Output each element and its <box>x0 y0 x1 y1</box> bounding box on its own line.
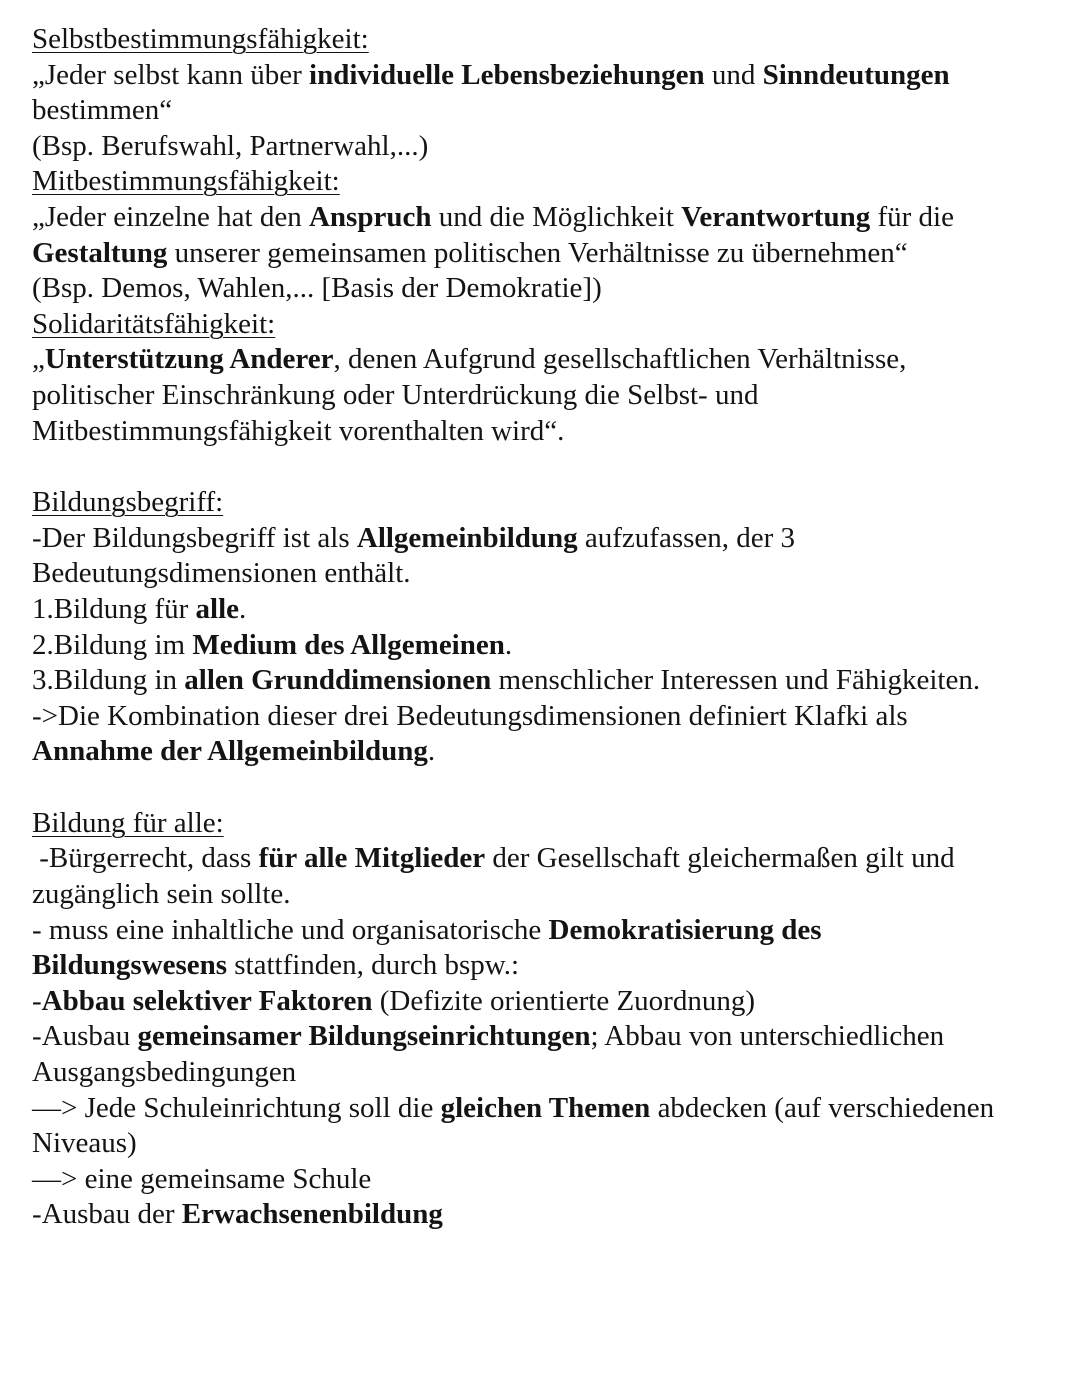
text-line: „Jeder einzelne hat den Anspruch und die Möglichkeit Verantwortung für die <box>32 200 954 233</box>
section-bildung-fuer-alle <box>32 806 1060 1233</box>
text-line: -Bürgerrecht, dass für alle Mitglieder der Gesellschaft gleichermaßen gilt und <box>32 842 955 875</box>
text-line: ->Die Kombination dieser drei Bedeutungsdimensionen definiert Klafki als <box>32 699 908 732</box>
section-mitbestimmung <box>32 164 1060 306</box>
text-line: „Jeder selbst kann über individuelle Lebensbeziehungen und Sinndeutungen <box>32 58 950 91</box>
text-line: „Unterstützung Anderer, denen Aufgrund gesellschaftlichen Verhältnisse, <box>32 343 907 376</box>
section-solidaritaet <box>32 307 1060 449</box>
text-line: zugänglich sein sollte. <box>32 878 291 911</box>
text-line: politischer Einschränkung oder Unterdrückung die Selbst- und <box>32 378 759 411</box>
section-heading: Mitbestimmungsfähigkeit: <box>32 165 340 198</box>
text-line: -Abbau selektiver Faktoren (Defizite orientierte Zuordnung) <box>32 984 755 1017</box>
text-line: Ausgangsbedingungen <box>32 1056 297 1089</box>
text-line: Bildungswesens stattfinden, durch bspw.: <box>32 949 520 982</box>
section-heading: Selbstbestimmungsfähigkeit: <box>32 23 369 55</box>
text-line: bestimmen“ <box>32 94 173 127</box>
section-heading: Bildungsbegriff: <box>32 486 224 519</box>
section-heading: Bildung für alle: <box>32 806 224 839</box>
text-line: Mitbestimmungsfähigkeit vorenthalten wird“. <box>32 414 565 447</box>
text-line: -Ausbau der Erwachsenenbildung <box>32 1198 443 1231</box>
text-line: -Ausbau gemeinsamer Bildungseinrichtungen; Abbau von unterschiedlichen <box>32 1020 945 1053</box>
text-line: -Der Bildungsbegriff ist als Allgemeinbildung aufzufassen, der 3 <box>32 521 796 554</box>
text-line: (Bsp. Berufswahl, Partnerwahl,...) <box>32 129 429 162</box>
text-line: (Bsp. Demos, Wahlen,... [Basis der Demokratie]) <box>32 272 602 305</box>
text-line: - muss eine inhaltliche und organisatorische Demokratisierung des <box>32 913 822 946</box>
text-line: 2.Bildung im Medium des Allgemeinen. <box>32 628 513 661</box>
section-selbstbestimmung <box>32 22 1060 164</box>
text-line: Niveaus) <box>32 1127 137 1160</box>
section-heading: Solidaritätsfähigkeit: <box>32 307 276 340</box>
text-line: Bedeutungsdimensionen enthält. <box>32 557 411 590</box>
text-line: Gestaltung unserer gemeinsamen politischen Verhältnisse zu übernehmen“ <box>32 236 908 269</box>
text-line: —> Jede Schuleinrichtung soll die gleichen Themen abdecken (auf verschiedenen <box>32 1091 995 1124</box>
text-line: Annahme der Allgemeinbildung. <box>32 735 436 768</box>
text-line: 1.Bildung für alle. <box>32 592 247 625</box>
section-bildungsbegriff <box>32 485 1060 770</box>
text-line: —> eine gemeinsame Schule <box>32 1162 372 1195</box>
text-line: 3.Bildung in allen Grunddimensionen menschlicher Interessen und Fähigkeiten. <box>32 664 981 697</box>
blank-line <box>32 449 1060 485</box>
blank-line <box>32 770 1060 806</box>
